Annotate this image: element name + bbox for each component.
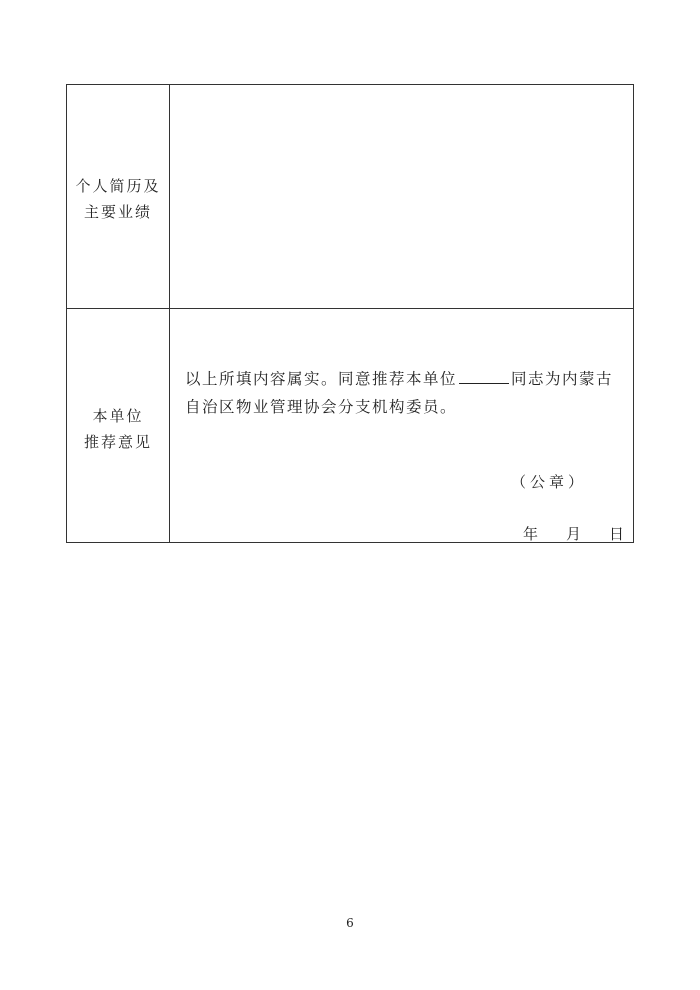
official-seal-label: （公章） xyxy=(511,473,588,491)
column-divider xyxy=(169,85,170,542)
recommend-label-line1: 本单位 xyxy=(92,407,144,425)
date-month-label: 月 xyxy=(566,525,582,543)
date-line xyxy=(523,523,624,544)
resume-label-line1: 个人简历及 xyxy=(75,177,161,195)
date-year-label: 年 xyxy=(523,525,539,543)
recommendation-form-table xyxy=(66,84,634,543)
resume-label xyxy=(67,173,169,225)
date-day-label: 日 xyxy=(609,525,625,543)
recommend-label xyxy=(67,403,169,455)
recommendation-text-part2: 同志为内蒙古自治区物业管理协会分支机构委员。 xyxy=(185,370,614,416)
page-number: 6 xyxy=(346,916,354,930)
name-blank-field[interactable] xyxy=(459,368,509,384)
resume-label-line2: 主要业绩 xyxy=(83,203,152,221)
recommendation-text-part1: 以上所填内容属实。同意推荐本单位 xyxy=(185,370,458,388)
row-divider xyxy=(67,308,633,309)
recommend-label-line2: 推荐意见 xyxy=(83,433,152,451)
recommendation-statement xyxy=(185,365,615,421)
